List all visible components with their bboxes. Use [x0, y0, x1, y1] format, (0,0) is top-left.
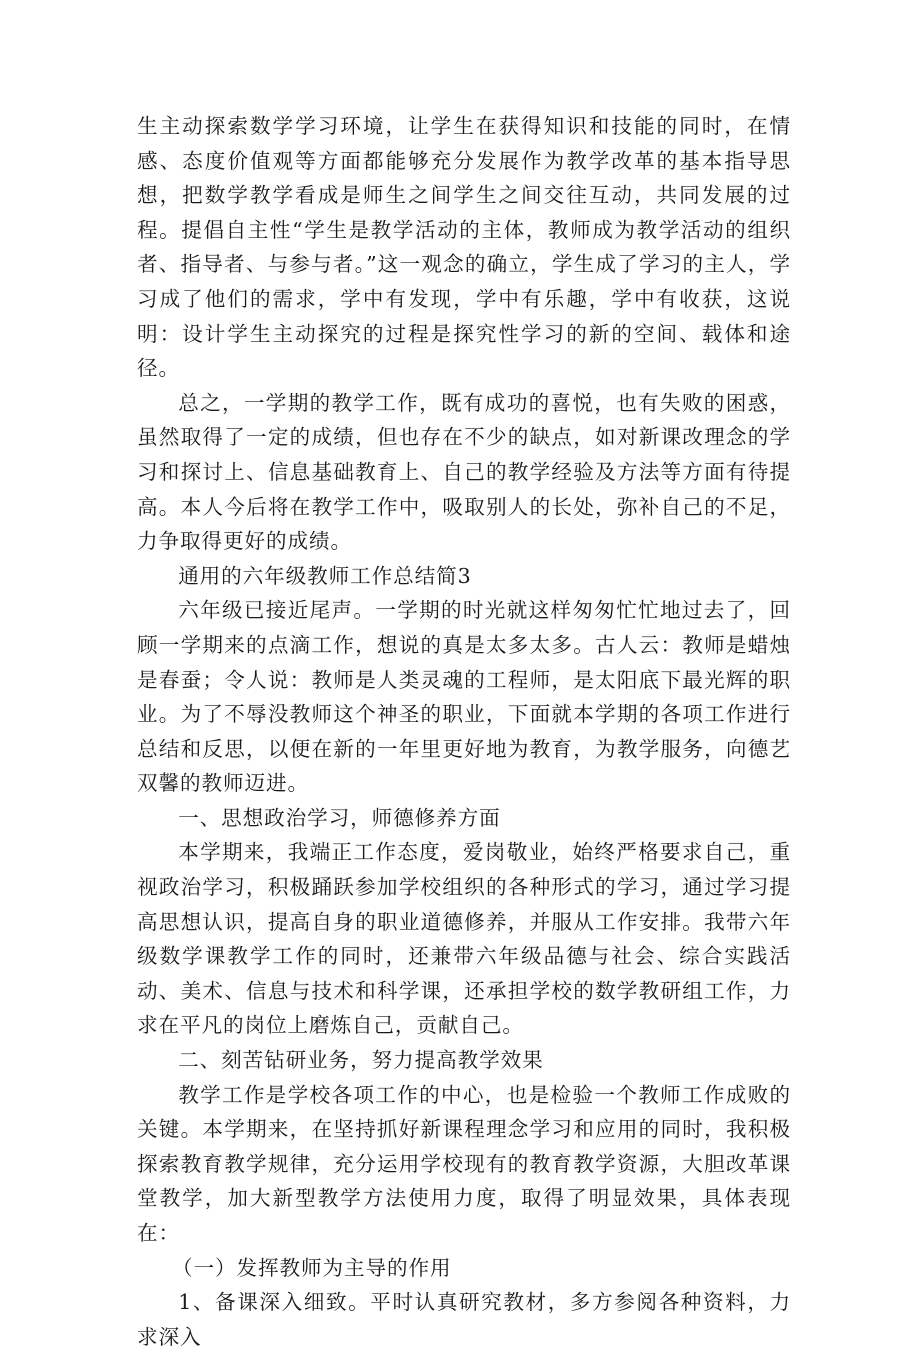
paragraph-summary: 总之，一学期的教学工作，既有成功的喜悦，也有失败的困惑，虽然取得了一定的成绩，但也存在不少的缺点，如对新课改理念的学习和探讨上、信息基础教育上、自己的教学经验及方法等方面有待提高。本人今后将在教学工作中，吸取别人的长处，弥补自己的不足，力争取得更好的成绩。	[137, 390, 791, 554]
heading-teaching-effect: 二、刻苦钻研业务，努力提高教学效果	[178, 1048, 544, 1073]
heading-political-study: 一、思想政治学习，师德修养方面	[178, 805, 501, 830]
section-title: 通用的六年级教师工作总结简3	[178, 563, 472, 588]
paragraph-teaching-effect: 教学工作是学校各项工作的中心，也是检验一个教师工作成败的关键。本学期来，在坚持抓好新课程理念学习和应用的同时，我积极探索教育教学规律，充分运用学校现有的教育教学资源，大胆改革课堂教学，加大新型教学方法使用力度，取得了明显效果，具体表现在：	[137, 1082, 791, 1245]
paragraph-lesson-prep: 1、备课深入细致。平时认真研究教材，多方参阅各种资料，力求深入	[137, 1290, 791, 1349]
document-body	[137, 109, 791, 1354]
subheading-teacher-role: （一）发挥教师为主导的作用	[172, 1255, 452, 1280]
paragraph-political-study: 本学期来，我端正工作态度，爱岗敬业，始终严格要求自己，重视政治学习，积极踊跃参加学校组织的各种形式的学习，通过学习提高思想认识，提高自身的职业道德修养，并服从工作安排。我带六年级数学课教学工作的同时，还兼带六年级品德与社会、综合实践活动、美术、信息与技术和科学课，还承担学校的数学教研组工作，力求在平凡的岗位上磨炼自己，贡献自己。	[137, 840, 791, 1038]
paragraph-intro: 六年级已接近尾声。一学期的时光就这样匆匆忙忙地过去了，回顾一学期来的点滴工作，想说的真是太多太多。古人云：教师是蜡烛是春蚕；令人说：教师是人类灵魂的工程师，是太阳底下最光辉的职业。为了不辱没教师这个神圣的职业，下面就本学期的各项工作进行总结和反思，以便在新的一年里更好地为教育，为教学服务，向德艺双馨的教师迈进。	[137, 598, 791, 796]
paragraph-continuation: 生主动探索数学学习环境，让学生在获得知识和技能的同时，在情感、态度价值观等方面都能够充分发展作为教学改革的基本指导思想，把数学教学看成是师生之间学生之间交往互动，共同发展的过程。提倡自主性“学生是教学活动的主体，教师成为教学活动的组织者、指导者、与参与者。”这一观念的确立，学生成了学习的主人，学习成了他们的需求，学中有发现，学中有乐趣，学中有收获，这说明：设计学生主动探究的过程是探究性学习的新的空间、载体和途径。	[137, 114, 791, 381]
